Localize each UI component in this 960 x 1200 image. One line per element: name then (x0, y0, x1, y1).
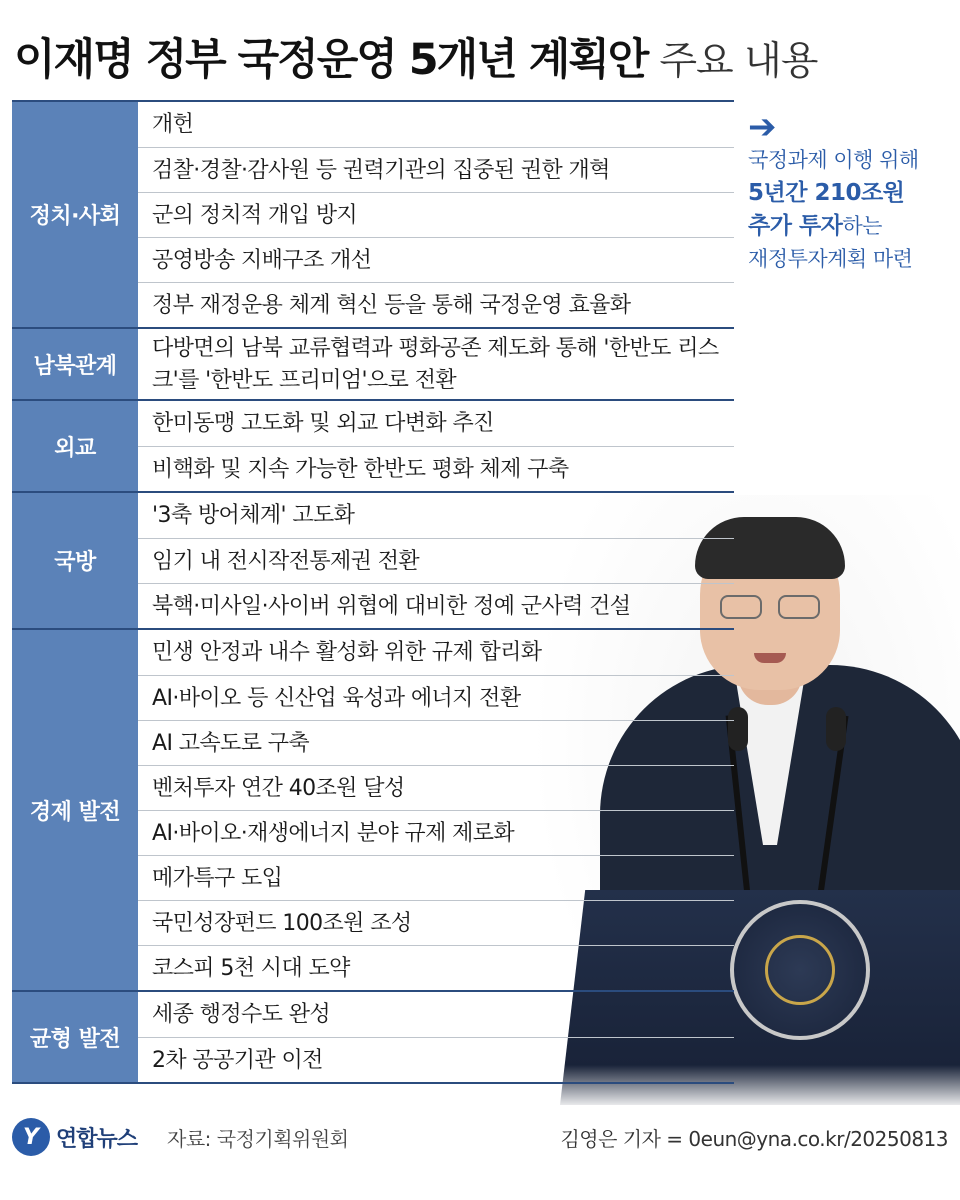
list-item: 코스피 5천 시대 도약 (138, 945, 734, 990)
list-item: '3축 방어체계' 고도화 (152, 503, 355, 528)
yonhap-logo (12, 1118, 137, 1156)
list-item: 세종 행정수도 완성 (152, 1002, 331, 1027)
section-economy (12, 628, 734, 990)
glasses-icon (720, 595, 820, 621)
list-item: 정부 재정운용 체계 혁신 등을 통해 국정운영 효율화 (138, 282, 734, 327)
category-label: 균형 발전 (12, 990, 138, 1082)
section-diplomacy (12, 399, 734, 491)
section-politics (12, 100, 734, 327)
investment-note (748, 107, 948, 276)
page-title (14, 26, 817, 96)
category-label: 남북관계 (12, 327, 138, 399)
category-label: 외교 (12, 399, 138, 491)
list-item: 메가특구 도입 (138, 855, 734, 900)
list-item: 벤처투자 연간 40조원 달성 (138, 765, 734, 810)
category-label: 국방 (12, 491, 138, 628)
list-item: 민생 안정과 내수 활성화 위한 규제 합리화 (152, 640, 542, 665)
list-item: 다방면의 남북 교류협력과 평화공존 제도화 통해 '한반도 리스크'를 '한반도 프리미엄'으로 전환 (152, 336, 719, 393)
policy-table (12, 100, 734, 1084)
list-item: 검찰·경찰·감사원 등 권력기관의 집중된 권한 개혁 (138, 147, 734, 192)
list-item: AI·바이오 등 신산업 육성과 에너지 전환 (138, 675, 734, 720)
table-bottom-rule (12, 1082, 734, 1084)
list-item: AI 고속도로 구축 (138, 720, 734, 765)
title-main: 이재명 정부 국정운영 5개년 계획안 (14, 35, 648, 85)
section-balanced-development (12, 990, 734, 1082)
list-item: 임기 내 전시작전통제권 전환 (138, 538, 734, 583)
note-highlight: 5년간 210조원 (748, 180, 905, 206)
section-defense (12, 491, 734, 628)
arrow-right-icon: ➔ (748, 107, 777, 147)
logo-mark-icon: Y (12, 1118, 50, 1156)
list-item: 국민성장펀드 100조원 조성 (138, 900, 734, 945)
list-item: 군의 정치적 개입 방지 (138, 192, 734, 237)
section-inter-korean (12, 327, 734, 399)
list-item: 공영방송 지배구조 개선 (138, 237, 734, 282)
note-line: 추가 투자하는 (748, 213, 882, 239)
reporter-credit: 김영은 기자 = 0eun@yna.co.kr/20250813 (560, 1126, 948, 1151)
category-label: 경제 발전 (12, 628, 138, 990)
list-item: 북핵·미사일·사이버 위협에 대비한 정예 군사력 건설 (138, 583, 734, 628)
logo-text: 연합뉴스 (56, 1126, 138, 1152)
list-item: AI·바이오·재생에너지 분야 규제 제로화 (138, 810, 734, 855)
note-highlight: 추가 투자 (748, 213, 843, 239)
footer (12, 1112, 948, 1162)
list-item: 개헌 (152, 112, 194, 137)
category-label: 정치·사회 (12, 100, 138, 327)
list-item: 2차 공공기관 이전 (138, 1037, 734, 1082)
title-sub: 주요 내용 (659, 39, 818, 84)
source-credit: 자료: 국정기획위원회 (167, 1126, 349, 1151)
list-item: 한미동맹 고도화 및 외교 다변화 추진 (152, 411, 494, 436)
presidential-seal-icon (730, 900, 870, 1040)
note-line: 국정과제 이행 위해 (748, 148, 919, 172)
note-line: 재정투자계획 마련 (748, 247, 913, 271)
list-item: 비핵화 및 지속 가능한 한반도 평화 체제 구축 (138, 446, 734, 491)
